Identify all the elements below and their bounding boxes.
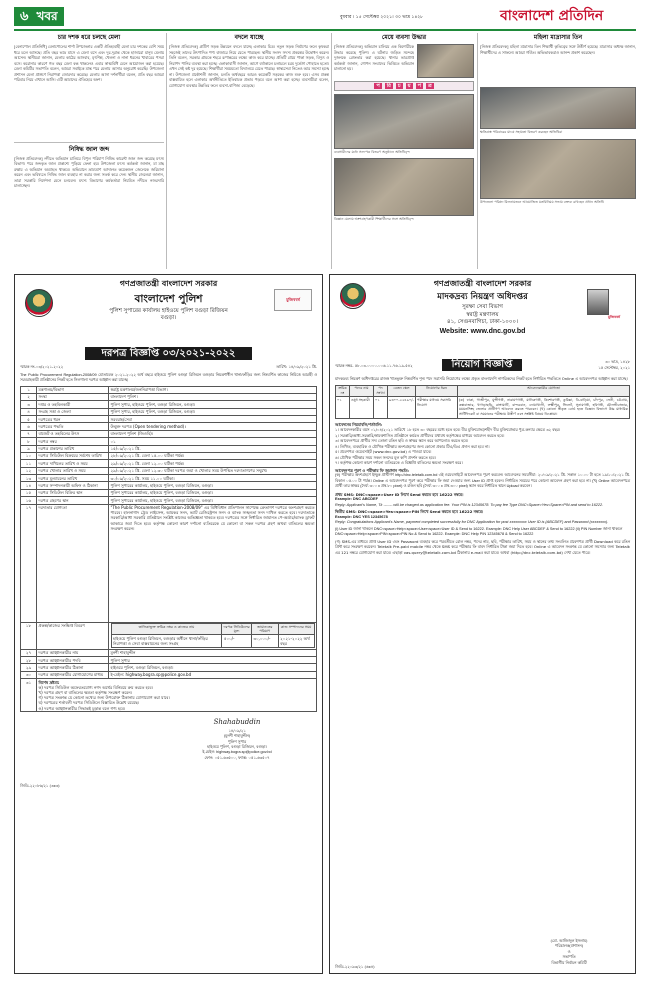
memo-number: স্মারক নম্বর- ৫৮.০৩.০০০০.০০৬.১১.৭৬.১৯-৫৪২ [335,363,413,368]
recruitment-intro: মাদকদ্রব্য নিয়ন্ত্রণ অধিদপ্তরের রাজস্ব খাতভুক্ত নিম্নবর্ণিত শূন্য পদে সরাসরি নিয়োগের লক্ষ্যে প্রকৃত বাংলাদেশি নাগরিকদের নিকট হতে নির্ধারিত পদ্ধতিতে Online এ আবেদনপত্র আহ্বান করা যাচ্ছে। [335,376,628,381]
photo-caption: উপজেলা পরিষদ মিলনায়তনে আয়োজিত মতবিনিময় সভায় বক্তব্য রাখছেন প্রধান অতিথি [480,199,604,204]
photo-caption: ব্যবসায়ীদের মধ্যে সনদপত্র বিতরণ অনুষ্ঠানে অতিথিবৃন্দ [334,150,410,155]
gov-title: গণপ্রজাতন্ত্রী বাংলাদেশ সরকার [433,279,532,288]
news-photo-group [334,158,474,216]
table-row: ১৮ প্রকল্প/কাজের সংক্ষিপ্ত বিবরণ তালিকাভুক্ত ক্রমিক নম্বর ও কাজের নাম দরপত্র সিডিউলের মূল্য জামানতের পরিমাণ কাজ সম্পাদনের সময় হাইওয়ে পুলিশ বগুড়া রিজিয়ন, বগুড়ার অধীনে থানা/ফাঁড়ির নিরাপত্তা ও সেবা বাস্তবায়নের জন্য সংগ্রহ ৫০০/- ৩০,০০০/- ২০২১-২০২২ অর্থ বছর [21,622,317,649]
portrait-photo [587,289,609,315]
masthead-logo: বাংলাদেশ প্রতিদিন [500,8,604,24]
tender-details-table [20,386,317,713]
column-divider [331,33,332,269]
table-row: ১৪ দরপত্র সম্পাদনকারী অফিস ও ঠিকানা পুলিশ সুপারের কার্যালয়, হাইওয়ে পুলিশ, বগুড়া রিজিয়ন, বগুড়া। [21,482,317,489]
tender-intro: The Public Procurement Regulation-2008/09 মোতাবেক ২০২১-২০২২ অর্থ বছরে হাইওয়ে পুলিশ বগুড়া রিজিয়ন বগুড়ার নিয়ন্ত্রণাধীন থানা/ফাঁড়ির জন্য নিম্নবর্ণিত কাজের নিমিত্তে আগ্রহী ও সরবরাহকারী প্রতিষ্ঠানের নিকট হতে সিলগালা দরপত্র আহ্বান করা যাচ্ছে। [20,372,317,382]
photo-caption: ক্ষতিগ্রস্ত পরিবারের মাঝে সহায়তা বিতরণ করছেন অতিথিরা [480,130,563,135]
date-english: ১৫ সেপ্টেম্বর, ২০২১ [598,364,630,370]
bangladesh-emblem-icon [340,283,366,309]
table-row: ১৭ দরদাতার যোগ্যতা "The Public Procurement Regulation-2008/09" এর বিধিবিধান প্রতিপালন সাপেক্ষে ক্রেতাগণ দরপত্রে অংশগ্রহণ করতে পারবে। হালনাগাদ ট্রেড লাইসেন্স, আয়কর সনদ, ভ্যাট রেজিস্ট্রেশন সনদ ও ব্যাংক সচ্ছলতা সনদ দাখিল করতে হবে। দরদাতাকে সরকারি/আধা সরকারি প্রতিষ্ঠানে সংশ্লিষ্ট কাজের অভিজ্ঞতা থাকতে হবে। দরপত্রের সঙ্গে নির্ধারিত জামানত পে-অর্ডার/ব্যাংক ড্রাফট আকারে জমা দিতে হবে। কর্তৃপক্ষ কোনো কারণ দর্শানো ব্যতিরেকে যে কোনো বা সকল দরপত্র গ্রহণ অথবা বাতিলের ক্ষমতা সংরক্ষণ করেন। [21,504,317,622]
table-row: ০১ ওষুধ সহকারী ০১ ৯৩০০-২২৪৯০/- পরীক্ষার মাধ্যমে সরাসরি নিয়োগ (ক) ঢাকা, গাজীপুর, মুন্সীগঞ্জ, নারায়ণগঞ্জ, মানিকগঞ্জ, কিশোরগঞ্জ, কুমিল্লা, বি-বাড়িয়া, চাঁদপুর, ফেনী, চট্টগ্রাম, কক্সবাজার, খাগড়াছড়ি, রাঙ্গামাটি, বান্দরবান, নোয়াখালী, লক্ষ্মীপুর, সিলেট, সুনামগঞ্জ, হবিগঞ্জ, মৌলভীবাজার, ময়মনসিংহ জেলার প্রার্থীগণ আবেদন করতে পারবেন। (খ) কোনো স্বীকৃত বোর্ড হতে বিজ্ঞান বিভাগে উচ্চ মাধ্যমিক সার্টিফিকেট বা সমমানের পরীক্ষায় উত্তীর্ণ এবং সংশ্লিষ্ট বিষয়ে ডিপ্লোমা। [337,397,628,417]
signature: Shahabuddin [213,718,261,727]
table-row: ৬ দরপত্রের পদ্ধতি উন্মুক্ত দরপত্র (Open tendering method)। [21,423,317,430]
table-row: ৮ দরপত্র নম্বর ০১ [21,438,317,445]
date-line: বুধবার । ১৫ সেপ্টেম্বর ২০২১। ৩০ ভাদ্র ১৪২৮ [340,15,424,20]
recruitment-title: নিয়োগ বিজ্ঞপ্তি [442,359,522,371]
news-headline-3: মেয়ে ব্যবসা উদ্ধার [381,34,427,41]
gd-number: জিডি-২২০৯৩/২১ (৬x৪) [335,963,375,969]
table-row: ৩০ দরপত্র আহ্বানকারীর যোগাযোগের মাধ্যম ই-মেইল: highway.bogra.sp@police.gov.bd [21,671,317,678]
condition-item: ১। আবেদনকারীর বয়স ০১/০৪/২০২১ তারিখে ১৮ হতে ৩০ বছরের মধ্যে হতে হবে। বীর মুক্তিযোদ্ধা/শহীদ বীর মুক্তিযোদ্ধার পুত্র-কন্যার ক্ষেত্রে ৩২ বছর। [335,427,561,433]
news-subbody-1: [নিজস্ব প্রতিবেদক] নদীতে অভিযান চালিয়ে বিপুল পরিমাণ নিষিদ্ধ কারেন্ট জাল জব্দ করেছে মৎস্য বিভাগ। পরে জব্দকৃত জাল প্রকাশ্যে পুড়িয়ে ফেলা হয়। উপজেলা মৎস্য কর্মকর্তা জানান, মা মাছ রক্ষায় এ অভিযান অব্যাহত থাকবে। অভিযানে ভ্রাম্যমাণ আদালত কয়েকজন জেলেকে জরিমানা করেন এবং ভবিষ্যতে নিষিদ্ধ জাল ব্যবহার না করার জন্য সতর্ক করে দেন। স্থানীয় জেলেরা জানান, তারা সরকারি নির্দেশনা মেনে চলবেন। মৎস্য বিভাগের কর্মকর্তারা নিয়মিত নদীতে নজরদারি চালাচ্ছেন। [14,155,164,189]
table-row: ৩ দপ্তর ও তহবিলকারী পুলিশ সুপার, হাইওয়ে পুলিশ, বগুড়া রিজিয়ন, বগুড়া। [21,401,317,408]
condition-item: ৪। লিখিত, ব্যবহারিক ও মৌখিক পরীক্ষায় অংশগ্রহণের জন্য কোনো প্রকার টিএ/ডিএ প্রদান করা হবে না। [335,443,490,449]
sms-reply-2: Reply: Congratulations Applicant's Name, payment completed successfully for DNC Application for post xxxxxxxxx User ID is (ABCDEF) and Password (xxxxxxxx). [335,520,609,525]
sms-step-2: দ্বিতীয় SMS: DNC<space>Yes<space>PIN লিখে Send করতে হবে 16222 নম্বরে। [335,509,484,515]
department-name: সুরক্ষা সেবা বিভাগ [462,304,503,311]
gov-title: গণপ্রজাতন্ত্রী বাংলাদেশ সরকার [119,279,218,288]
page-number: ৬ [20,8,29,24]
sms-help: (i) User ID জানা থাকলে DNC<space>Help<space>User<space>User ID & Send to 16222. Example: DNC Help User ABCDEF & Send to 16222 (ii) PIN Number জানা থাকলে DNC<space>Help<space>PIN<space>PIN No & Send to 16222. Example: DNC Help PIN 12345678 & Send to 16222 [335,526,623,537]
sms-example-2: Example: DNC YES 12345678 [335,514,388,519]
signature-block: Shahabuddin ১৪/০৯/২১ (মুনশী শাহাবুদ্দীন) পুলিশ সুপার হাইওয়ে পুলিশ, বগুড়া রিজিয়ন, বগুড়া। ই-মেইল: highway.bogra.sp@police.gov.bd ফোন: ০৫১-৬৩৫০০, ফ্যাক্স: ০৫১-৬৩৫০৭ [172,718,302,760]
header-rule [14,29,636,31]
news-body-3: [নিজস্ব প্রতিবেদক] অভিযান চালিয়ে এক কিশোরীকে উদ্ধার করেছে পুলিশ। এ ঘটনায় জড়িত সন্দেহে দুজনকে গ্রেফতার করা হয়েছে। থানার ভারপ্রাপ্ত কর্মকর্তা জানান, গোপন সংবাদের ভিত্তিতে অভিযান চালানো হয়। [334,44,414,72]
page-header [0,0,650,30]
online-instructions: (ক) পরীক্ষায় অংশগ্রহণে ইচ্ছুক প্রার্থীগণ http://dnc.teletalk.com.bd এই ওয়েবসাইটে আবেদনপত্র পূরণ করবেন। আবেদনের সময়সীমা: ২০/০৯/২০২১ খ্রি. সকাল ১০.০০ টা হতে ১৯/১০/২০২১ খ্রি. বিকাল ০৫.০০ টা পর্যন্ত। Online এ আবেদনপত্র পূরণ করে পরীক্ষার ফি জমা দেওয়ার জন্য User ID প্রাপ্ত হবেন। নির্ধারিত সময়ের পরে কোনো আবেদন গ্রহণ করা হবে না। (খ) Online আবেদনপত্রে প্রার্থী তার স্বাক্ষর (দৈর্ঘ্য ৩০০ x প্রস্থ ৮০ pixel) ও রঙিন ছবি (দৈর্ঘ্য ৩০০ x প্রস্থ ৩০০ pixel) স্ক্যান করে নির্ধারিত স্থানে Upload করবেন। [335,473,630,489]
column-divider [477,33,478,269]
table-row: ৯ দরপত্র প্রকাশের তারিখ ১৫/০৯/২০২১ খ্রি. [21,445,317,452]
condition-item: খ) দরপত্র গ্রহণ বা বাতিলের ক্ষমতা কর্তৃপক্ষ সংরক্ষণ করেন। [38,690,133,696]
price-table: তালিকাভুক্ত ক্রমিক নম্বর ও কাজের নাম দরপত্র সিডিউলের মূল্য জামানতের পরিমাণ কাজ সম্পাদনের সময় হাইওয়ে পুলিশ বগুড়া রিজিয়ন, বগুড়ার অধীনে থানা/ফাঁড়ির নিরাপত্তা ও সেবা বাস্তবায়নের জন্য সংগ্রহ ৫০০/- ৩০,০০০/- ২০২১-২০২২ অর্থ বছর [111,623,315,648]
sms-step-1: প্রথম SMS: DNC<space>User ID লিখে Send করতে হবে 16222 নম্বরে। [335,491,464,497]
news-photo [417,44,474,78]
news-headline-2: বদলে যাচ্ছে [234,34,264,41]
signature-block: (মো. আজিজুল ইসলাম) পরিচালক(প্রশাসন) ও সভাপতি বিভাগীয় নির্বাচন কমিটি [550,937,588,965]
post-table: ক্রমিক নং পদের নাম পদ সংখ্যা বেতন স্কেল নিয়োগের ধরন আবেদনকারীর যোগ্যতা ০১ ওষুধ সহকারী ০১ ৯৩০০-২২৪৯০/- পরীক্ষার মাধ্যমে সরাসরি নিয়োগ (ক) ঢাকা, গাজীপুর, মুন্সীগঞ্জ, নারায়ণগঞ্জ, মানিকগঞ্জ, কিশোরগঞ্জ, কুমিল্লা, বি-বাড়িয়া, চাঁদপুর, ফেনী, চট্টগ্রাম, কক্সবাজার, খাগড়াছড়ি, রাঙ্গামাটি, বান্দরবান, নোয়াখালী, লক্ষ্মীপুর, সিলেট, সুনামগঞ্জ, হবিগঞ্জ, মৌলভীবাজার, ময়মনসিংহ জেলার প্রার্থীগণ আবেদন করতে পারবেন। (খ) কোনো স্বীকৃত বোর্ড হতে বিজ্ঞান বিভাগে উচ্চ মাধ্যমিক সার্টিফিকেট বা সমমানের পরীক্ষায় উত্তীর্ণ এবং সংশ্লিষ্ট বিষয়ে ডিপ্লোমা। [337,386,628,417]
condition-item: ৫। প্রবেশপত্র ওয়েবসাইট (www.dnc.gov.bd) এ পাওয়া যাবে। [335,449,432,455]
memo-date: তারিখ: ১৪/০৯/২০২১ খ্রি. [276,364,317,369]
gd-number: জিডি-২২০৮৬/২১ (৩x৩) [20,782,60,788]
news-body-4: [নিজস্ব প্রতিবেদক] মহিলা মাদ্রাসার তিন শিক্ষার্থী কৃতিত্বের সঙ্গে উত্তীর্ণ হয়েছে। মাদ্রাসার অধ্যক্ষ জানান, শিক্ষার্থীদের এ সাফল্যে আমরা গর্বিত। অভিভাবকরাও আনন্দ প্রকাশ করেছেন। [480,44,636,55]
section-name: খবর [36,9,58,24]
table-row: ১১ দরপত্র দাখিলের তারিখ ও সময় ২৯/০৯/২০২১ খ্রি. বেলা ১২.০০ ঘটিকা পর্যন্ত। [21,460,317,467]
mujib-100-logo: মুজিববর্ষ [274,289,312,311]
memo-number: স্মারক নং-০৩/২০২১-২০২২ [20,364,64,369]
divider [14,142,164,143]
table-row: ২৮ দরপত্র আহ্বানকারীর পদবি পুলিশ সুপার [21,656,317,663]
sms-example-1: Example: DNC ABCDEF [335,497,378,502]
organization-name: বাংলাদেশ পুলিশ [134,292,203,305]
news-column-1 [14,33,164,269]
news-headline-1: চার দশক ধরে চলছে মেলা [57,34,121,41]
news-column-2 [169,33,329,269]
table-row: ১০ দরপত্র সিডিউল বিক্রয়ের সর্বশেষ তারিখ ২৮/০৯/২০২১ খ্রি. বেলা ১৫.০০ ঘটিকা পর্যন্ত। [21,452,317,459]
sms-reply-1: Reply: Applicant's Name, Tk ------- will be charged as application fee. Your PIN is 12345678. To pay fee Type DNC<Space>Yes<Space>PIN and send to 16222. [335,502,604,507]
condition-item: ৬। মৌখিক পরীক্ষার সময় সকল সনদের মূল কপি প্রদর্শন করতে হবে। [335,454,436,460]
page-badge [14,7,64,26]
ad-strip: প রি চ য় প ত্র [334,81,474,91]
news-body-1: [বেনাপোল প্রতিনিধি] বেনাপোলের শার্শা উপজেলার একটি ঐতিহ্যবাহী মেলা চার দশকের বেশি সময় ধরে চলে আসছে। প্রতি বছর ভাদ্র মাসে এ মেলা বসে এবং দূর-দূরান্ত থেকে হাজারো মানুষ মেলায় আসেন। স্থানীয়রা জানান, মেলায় কাঠের আসবাব, মৃৎশিল্প, খেলনা ও নানা ধরনের খাবারের পসরা বসে। করোনার কারণে গত বছর মেলা বন্ধ থাকলেও এবার স্বাস্থ্যবিধি মেনে আয়োজন করা হয়েছে। মেলা কমিটির সভাপতি বলেন, আমরা সবাইকে মাস্ক পরে মেলায় আসার অনুরোধ করেছি। উপজেলা প্রশাসন মেলা প্রাঙ্গণে নিরাপত্তা জোরদার করেছে। মেলায় আসা দর্শনার্থীরা বলেন, প্রতি বছর আমরা পরিবার নিয়ে এখানে আসি। এটি আমাদের ঐতিহ্যের অংশ। [14,44,164,83]
table-row: ১৫ দরপত্র সিডিউল বিক্রির স্থান পুলিশ সুপারের কার্যালয়, হাইওয়ে পুলিশ, বগুড়া রিজিয়ন, বগুড়া। [21,489,317,496]
address: ৪১, সেগুনবাগিচা, ঢাকা-১০০০। [447,319,518,326]
tender-advertisement [14,274,323,974]
table-row: ১৩ দরপত্র মূল্যায়নের তারিখ ৩০/০৯/২০২১ খ্রি. সময় ১১.০০ ঘটিকা। [21,475,317,482]
news-photo [480,87,636,129]
conditions-title: আবেদনের নিয়মাবলি/শর্তাবলি: [335,421,383,427]
condition-item: ঘ) দরপত্রের শর্তাবলী দরপত্র সিডিউলে বিস্তারিত উল্লেখ রয়েছে। [38,700,140,706]
condition-item: ২। সরকারি/আধা-সরকারি/স্বায়ত্তশাসিত প্রতিষ্ঠানে কর্মরত প্রার্থীদের যথাযথ কর্তৃপক্ষের মাধ্যমে আবেদন করতে হবে। [335,432,505,438]
condition-item: ঙ) দরপত্র আহ্বানকারীর সিদ্ধান্তই চূড়ান্ত বলে গণ্য হবে। [38,705,126,711]
column-divider [166,33,167,269]
table-row: ১২ দরপত্র খোলার তারিখ ও সময় ২৯/০৯/২০২১ খ্রি. বেলা ১২.৩০ ঘটিকা দরপত্র জমা ও খোলার সময় উপস্থিত দরদাতাগণের সম্মুখে। [21,467,317,474]
news-photo-group [480,139,636,199]
news-subheadline-1: নিষিদ্ধ জাল জব্দ [68,145,110,153]
tender-title: দরপত্র বিজ্ঞপ্তি ০৩/২০২১-২০২২ [85,347,252,360]
photo-caption: বিজ্ঞান মেলায় অংশগ্রহণকারী শিক্ষার্থীদের সঙ্গে অতিথিবৃন্দ [334,216,414,221]
table-row: ৫ দরপত্রের ধরন সরবরাহ/সেবা [21,416,317,423]
condition-item: ৭। কর্তৃপক্ষ কোনো কারণ দর্শানো ব্যতিরেকে এ বিজ্ঞপ্তি বাতিলের ক্ষমতা সংরক্ষণ করে। [335,460,463,466]
recruitment-advertisement [329,274,636,974]
news-body-2: [নিজস্ব প্রতিবেদক] গ্রামীণ সড়ক উন্নয়নে বদলে যাচ্ছে এলাকার চিত্র। নতুন সড়ক নির্মাণের ফলে কৃষকরা সহজেই তাদের উৎপাদিত পণ্য বাজারে নিয়ে যেতে পারছেন। স্থানীয় সংসদ সদস্য প্রকল্পের উদ্বোধন করেন। তিনি বলেন, সরকার গ্রামকে শহরে রূপান্তরের লক্ষ্যে কাজ করে যাচ্ছে। প্রতিটি গ্রামে পাকা সড়ক, বিদ্যুৎ ও নিরাপদ পানির ব্যবস্থা করা হচ্ছে। এলাকাবাসী জানান, আগে বর্ষাকালে চলাচলে চরম দুর্ভোগ পোহাতে হতো। এখন সেই কষ্ট দূর হয়েছে। শিক্ষার্থীরা সময়মতো বিদ্যালয়ে যেতে পারছে। স্বাস্থ্যসেবা নিতেও আর সমস্যা হচ্ছে না। উপজেলা প্রকৌশলী জানান, চলতি অর্থবছরে আরও কয়েকটি সড়কের কাজ শুরু হবে। এসব প্রকল্প বাস্তবায়িত হলে এলাকার অর্থনীতিতে ইতিবাচক প্রভাব পড়বে বলে আশা করা হচ্ছে। ব্যবসায়ীরা বলেন, যোগাযোগ ব্যবস্থার উন্নতির ফলে ব্যবসা-বাণিজ্য বেড়েছে। [169,44,329,88]
office-place: বগুড়া। [160,315,177,322]
table-row: ২৯ দরপত্র আহ্বানকারীর ঠিকানা হাইওয়ে পুলিশ, বগুড়া রিজিয়ন, বগুড়া। [21,664,317,671]
table-row: ২ সংস্থা বাংলাদেশ পুলিশ। [21,393,317,400]
office-name: পুলিশ সুপারের কার্যালয় হাইওয়ে পুলিশ বগুড়া রিজিয়ন [109,307,228,314]
table-row: ৩১ বিশেষ দ্রষ্টব্য: ক) দরপত্র সিডিউল অফেরতযোগ্য নগদ অর্থের বিনিময়ে ক্রয় করতে হবে। খ) দরপত্র গ্রহণ বা বাতিলের ক্ষমতা কর্তৃপক্ষ সংরক্ষণ করেন। গ) দরপত্র সংক্রান্ত যে কোনো তথ্যের জন্য উপরোক্ত ঠিকানায় যোগাযোগ করা যাবে। ঘ) দরপত্রের শর্তাবলী দরপত্র সিডিউলে বিস্তারিত উল্লেখ রয়েছে। ঙ) দরপত্র আহ্বানকারীর সিদ্ধান্তই চূড়ান্ত বলে গণ্য হবে। [21,679,317,712]
table-row: ২৭ দরপত্র আহ্বানকারীর নাম মুনশী শাহাবুদ্দীন [21,649,317,656]
ministry-name: স্বরাষ্ট্র মন্ত্রণালয় [466,311,499,318]
condition-item: ক) দরপত্র সিডিউল অফেরতযোগ্য নগদ অর্থের বিনিময়ে ক্রয় করতে হবে। [38,684,154,690]
table-row: ১৬ দরপত্র গ্রহণের স্থান পুলিশ সুপারের কার্যালয়, হাইওয়ে পুলিশ, বগুড়া রিজিয়ন, বগুড়া। [21,497,317,504]
website[interactable]: Website: www.dnc.gov.bd [439,327,526,335]
news-column-3 [334,33,474,269]
news-headline-4: মহিলা মাদ্রাসার তিন [533,34,583,41]
date-bangla: ৩০ ভাদ্র, ১৪২৮ [605,359,630,364]
condition-item: ৩। আবেদনপত্রে প্রার্থীর সদ্য তোলা রঙিন ছবি ও স্বাক্ষর স্ক্যান করে আপলোড করতে হবে। [335,438,469,444]
news-column-4 [480,33,636,269]
condition-item: গ) দরপত্র সংক্রান্ত যে কোনো তথ্যের জন্য উপরোক্ত ঠিকানায় যোগাযোগ করা যাবে। [38,695,170,701]
organization-name: মাদকদ্রব্য নিয়ন্ত্রণ অধিদপ্তর [437,291,528,302]
table-row: ১ মন্ত্রণালয়/বিভাগ স্বরাষ্ট্র মন্ত্রণালয়/জননিরাপত্তা বিভাগ। [21,386,317,393]
news-photo-large [334,94,474,149]
sms-notes: (গ) SMS-এর মাধ্যমে প্রাপ্ত User ID এবং Password ব্যবহার করে পরবর্তীতে রোল নম্বর, পদের নাম, ছবি, পরীক্ষার তারিখ, সময় ও স্থানের তথ্য সংবলিত প্রবেশপত্র প্রার্থী Download করে রঙিন প্রিন্ট করে সংরক্ষণ করবেন। Teletalk Pre-paid mobile নম্বর থেকে SMS করে পরীক্ষার ফি বাবদ নির্ধারিত টাকা জমা দিতে হবে। Online এ আবেদন সংক্রান্ত যে কোনো সমস্যার জন্য Teletalk এর 121 নম্বরে যোগাযোগ করা যাবে। এছাড়া vas.query@teletalk.com.bd ঠিকানায় e-mail করা যাবে। অথবা (http://dnc.teletalk.com.bd) দেখা যেতে পারে। [335,538,630,555]
bangladesh-emblem-icon [25,289,53,317]
table-row: ৭ বাজেট ও তহবিলের উৎস বাংলাদেশ পুলিশ (জিওবি)। [21,430,317,437]
online-title: আবেদনপত্র পূরণ ও পরীক্ষার ফি জমাদান পদ্ধতি: [335,467,410,473]
table-row: ৪ সংগ্রহ সত্তা ও জেলা পুলিশ সুপার, হাইওয়ে পুলিশ, বগুড়া রিজিয়ন, বগুড়া। [21,408,317,415]
mujib-100-logo: মুজিববর্ষ [608,315,620,319]
